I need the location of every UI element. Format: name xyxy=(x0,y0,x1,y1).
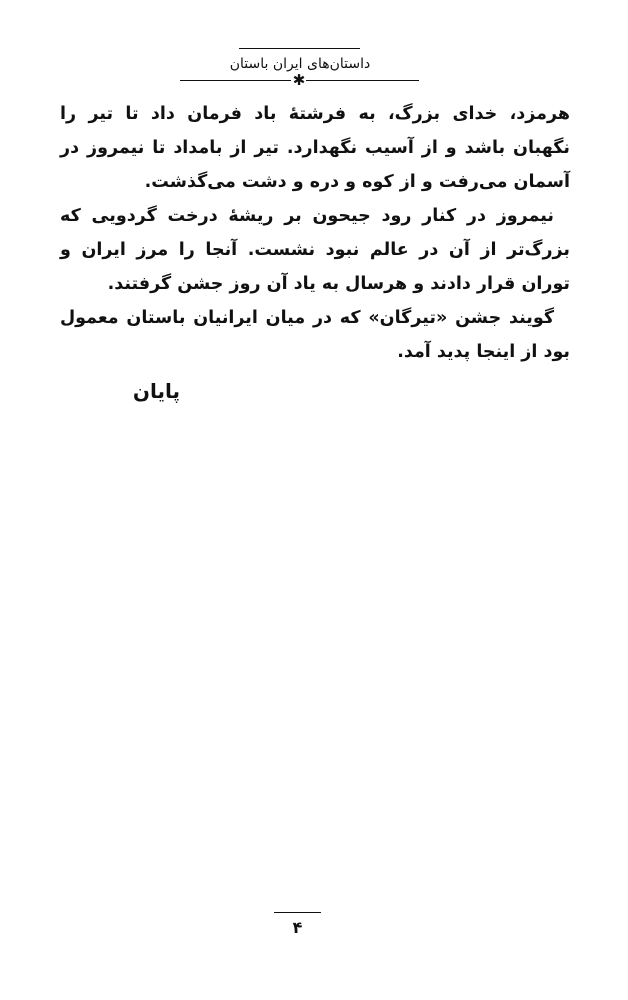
header-bottom-rule-right xyxy=(306,80,419,81)
footer-rule xyxy=(274,912,321,913)
header-top-rule xyxy=(239,48,360,49)
running-header xyxy=(0,48,628,88)
paragraph-2: نیمروز در کنار رود جیحون بر ریشۀ درخت گردویی که بزرگ‌تر از آن در عالم نبود نشست. آنجا را مرز ایران و توران قرار دادند و هرسال به یاد آن روز جشن گرفتند. xyxy=(60,206,570,294)
header-title: داستان‌های ایران باستان xyxy=(229,56,371,72)
paragraph-3: گویند جشن «تیرگان» که در میان ایرانیان باستان معمول بود از اینجا پدید آمد. xyxy=(60,308,570,362)
page-number: ۴ xyxy=(292,918,303,937)
paragraph-1: هرمزد، خدای بزرگ، به فرشتۀ باد فرمان داد تا تیر را نگهبان باشد و از آسیب نگهدارد. تیر از بامداد تا نیمروز در آسمان می‌رفت و از کوه و دره و دشت می‌گذشت. xyxy=(60,104,570,192)
asterisk-ornament-icon: ✱ xyxy=(292,71,306,89)
body-text xyxy=(60,97,570,369)
header-bottom-rule-left xyxy=(180,80,291,81)
end-word: پایان xyxy=(132,379,180,403)
